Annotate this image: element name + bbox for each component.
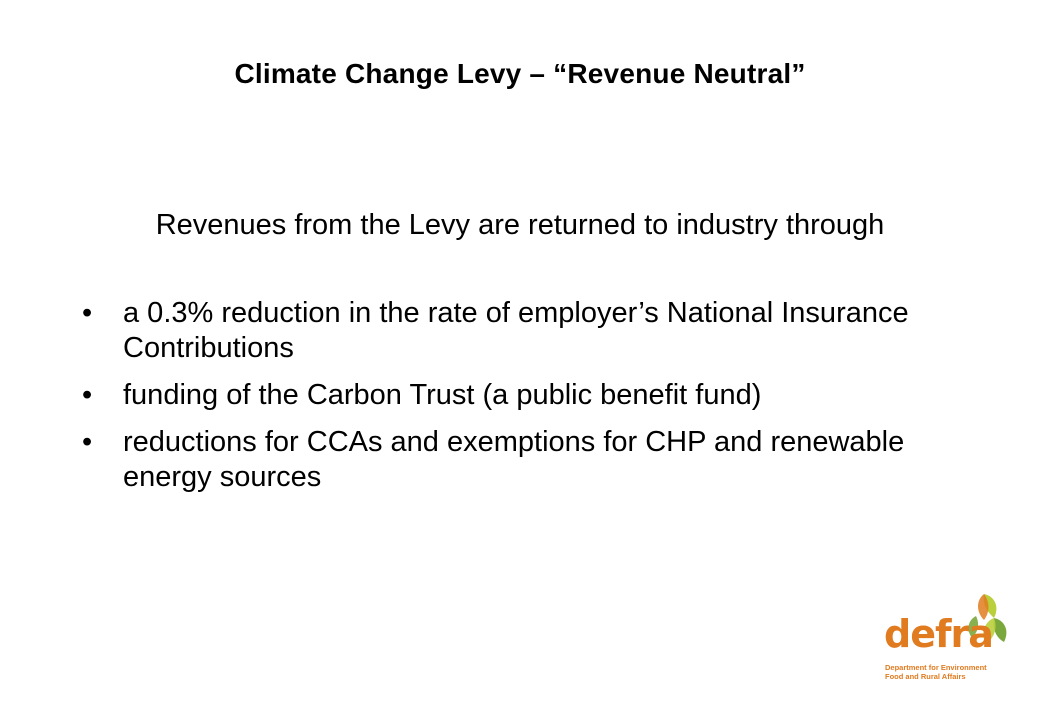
bullet-marker: • <box>82 426 93 458</box>
defra-logo <box>884 590 1014 690</box>
bullet-item <box>82 378 982 413</box>
slide-title: Climate Change Levy – “Revenue Neutral” <box>234 58 806 89</box>
bullet-text: funding of the Carbon Trust (a public benefit fund) <box>123 379 762 411</box>
bullet-text: reductions for CCAs and exemptions for CHP and renewable energy sources <box>123 426 905 493</box>
bullet-list <box>82 296 982 507</box>
intro-text: Revenues from the Levy are returned to industry through <box>155 209 885 241</box>
bullet-marker: • <box>82 379 93 411</box>
bullet-item <box>82 296 982 366</box>
logo-subtitle-line: Department for Environment <box>885 663 987 672</box>
logo-subtitle <box>885 663 987 681</box>
bullet-marker: • <box>82 297 93 329</box>
logo-wordmark: defra <box>884 612 993 656</box>
bullet-text: a 0.3% reduction in the rate of employer’s National Insurance Contributions <box>123 297 909 364</box>
logo-subtitle-line: Food and Rural Affairs <box>885 672 966 681</box>
bullet-item <box>82 425 982 495</box>
